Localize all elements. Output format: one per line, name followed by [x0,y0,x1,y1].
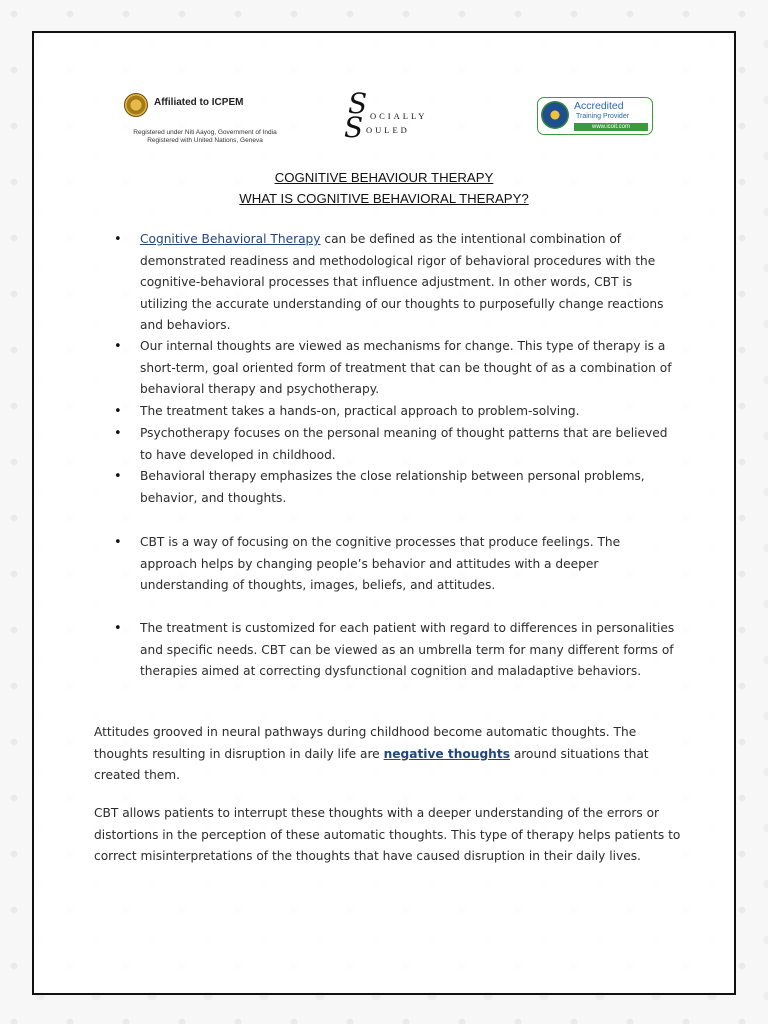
accredited-label: Accredited [574,100,624,112]
bullet-item: • Our internal thoughts are viewed as mechanisms for change. This type of therapy is a short-term, goal oriented form of treatment that can be thought of as a combination of behavioral therapy and psychotherapy. [140,336,680,401]
paragraph-text: Attitudes grooved in neural pathways during childhood become automatic thoughts. The thoughts resulting in disruption in daily life are [94,725,637,761]
letter-s-icon: S [344,111,364,144]
icpem-logo [120,91,290,161]
document-subtitle: WHAT IS COGNITIVE BEHAVIORAL THERAPY? [239,191,529,206]
bullet-item [140,229,680,337]
bullet-text: can be defined as the intentional combination of demonstrated readiness and methodological rigor of behavioral procedures with the cognitive-behavioral processes that influence adjustment. In other words, CBT is utilizing the accurate understanding of our thoughts to purposefully change reactions and behaviors. [140,232,664,333]
bullet-item: • The treatment takes a hands-on, practical approach to problem-solving. [140,401,680,423]
souled-line-1: OCIALLY [370,111,428,121]
letter-s-icon: S [348,87,368,120]
training-provider-label: Training Provider [576,113,630,120]
icpem-registration [120,129,290,145]
accreditation-seal-icon [541,101,569,129]
icpem-line-1: Registered under Niti Aayog, Government of India [133,129,277,136]
icpem-title: Affiliated to ICPEM [154,97,244,108]
seal-icon [124,93,148,117]
bullet-item: • CBT is a way of focusing on the cognitive processes that produce feelings. The approach helps by changing people’s behavior and attitudes with a deeper understanding of thoughts, images, beliefs, and attitudes. [140,532,680,597]
paragraph-text: around situations that created them. [94,746,649,783]
bullet-item: • The treatment is customized for each patient with regard to differences in personalities and specific needs. CBT can be viewed as an umbrella term for many different forms of therapies aimed at correcting dysfunctional cognition and maladaptive behaviors. [140,618,680,683]
negative-thoughts-link[interactable]: negative thoughts [383,746,510,761]
souled-line-2: OULED [366,125,410,135]
bullet-item: • Behavioral therapy emphasizes the close relationship between personal problems, behavior, and thoughts. [140,466,680,509]
paragraph-automatic-thoughts [94,722,684,787]
paragraph-cbt-benefits: CBT allows patients to interrupt these thoughts with a deeper understanding of the errors or distortions in the perception of these automatic thoughts. This type of therapy helps patients to correct misinterpretations of the thoughts that have caused disruption in their daily lives. [94,806,681,864]
socially-souled-logo [344,87,434,145]
accreditation-url: www.icoit.com [574,123,648,131]
icpem-line-2: Registered with United Nations, Geneva [147,137,263,144]
document-page [32,31,736,995]
accredited-provider-logo [537,97,653,135]
cbt-link[interactable]: Cognitive Behavioral Therapy [140,232,321,246]
bullet-item: • Psychotherapy focuses on the personal meaning of thought patterns that are believed to have developed in childhood. [140,423,680,466]
document-title: COGNITIVE BEHAVIOUR THERAPY [274,170,494,185]
